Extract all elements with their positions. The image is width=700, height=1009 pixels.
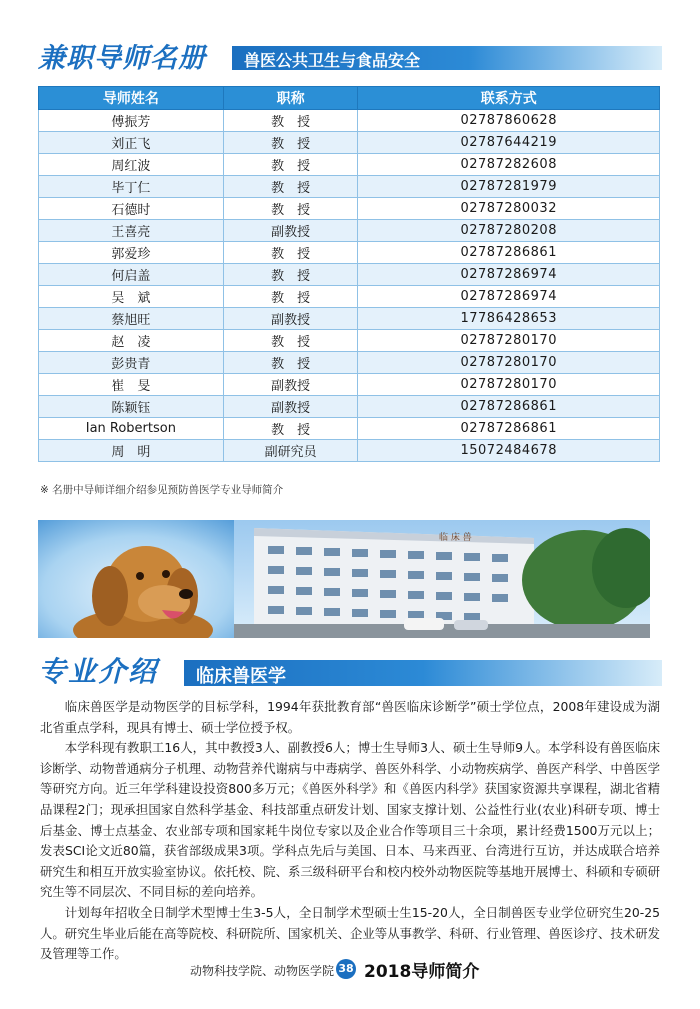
footer-title: 2018导师简介 <box>364 962 480 982</box>
table-row <box>39 330 660 352</box>
mentor-rank: 教 授 <box>223 132 358 154</box>
mentor-name: 何启盖 <box>39 264 224 286</box>
mentor-rank: 教 授 <box>223 110 358 132</box>
table-row <box>39 220 660 242</box>
paragraph-1: 临床兽医学是动物医学的目标学科，1994年获批教育部“兽医临床诊断学”硕士学位点，2008年建设成为湖北省重点学科，现具有博士、硕士学位授予权。 <box>40 699 660 735</box>
page-footer <box>0 957 700 981</box>
mentor-rank: 教 授 <box>223 264 358 286</box>
mentor-phone: 02787280208 <box>358 220 660 242</box>
mentor-rank: 教 授 <box>223 352 358 374</box>
mentor-name: 蔡旭旺 <box>39 308 224 330</box>
paragraph-3: 计划每年招收全日制学术型博士生3-5人，全日制学术型硕士生15-20人，全日制兽医专业学位研究生20-25人。研究生毕业后能在高等院校、科研院所、国家机关、企业等从事教学、科研、行业管理、兽医诊疗、技术研发及管理等工作。 <box>40 904 660 962</box>
page-number: 38 <box>336 959 356 979</box>
mentor-name: 崔 旻 <box>39 374 224 396</box>
table-row <box>39 242 660 264</box>
footer-school: 动物科技学院、动物医学院 <box>190 964 335 978</box>
mentor-phone: 02787644219 <box>358 132 660 154</box>
mentor-name: 王喜亮 <box>39 220 224 242</box>
mentor-phone: 15072484678 <box>358 440 660 462</box>
section-subtitle-bar <box>184 660 662 686</box>
mentor-rank: 教 授 <box>223 242 358 264</box>
mentor-rank: 教 授 <box>223 330 358 352</box>
mentor-name: 刘正飞 <box>39 132 224 154</box>
column-header-title: 职称 <box>223 87 358 110</box>
mentor-phone: 02787280170 <box>358 374 660 396</box>
mentor-name: 傅振芳 <box>39 110 224 132</box>
mentor-rank: 教 授 <box>223 418 358 440</box>
mentor-table <box>38 86 660 462</box>
mentor-name: 郭爱珍 <box>39 242 224 264</box>
building-photo <box>234 520 650 638</box>
table-row <box>39 264 660 286</box>
table-row <box>39 198 660 220</box>
mentor-phone: 02787860628 <box>358 110 660 132</box>
mentor-rank: 教 授 <box>223 198 358 220</box>
table-row <box>39 154 660 176</box>
mentor-name: 周红波 <box>39 154 224 176</box>
mentor-name: 吴 斌 <box>39 286 224 308</box>
mentor-rank: 教 授 <box>223 154 358 176</box>
mentor-name: 周 明 <box>39 440 224 462</box>
mentor-rank: 副教授 <box>223 308 358 330</box>
mentor-phone: 02787286861 <box>358 396 660 418</box>
section-header-intro <box>36 648 662 690</box>
mentor-name: 石德时 <box>39 198 224 220</box>
mentor-name: Ian Robertson <box>39 418 224 440</box>
mentor-phone: 02787282608 <box>358 154 660 176</box>
mentor-name: 陈颖钰 <box>39 396 224 418</box>
section-title: 专业介绍 <box>38 655 159 688</box>
mentor-phone: 02787286974 <box>358 286 660 308</box>
table-header-row <box>39 87 660 110</box>
mentor-rank: 教 授 <box>223 286 358 308</box>
dog-photo <box>48 526 238 638</box>
table-row <box>39 176 660 198</box>
table-row <box>39 286 660 308</box>
section-subtitle: 兽医公共卫生与食品安全 <box>244 51 421 70</box>
mentor-rank: 副教授 <box>223 374 358 396</box>
mentor-rank: 教 授 <box>223 176 358 198</box>
table-row <box>39 418 660 440</box>
mentor-phone: 02787280170 <box>358 352 660 374</box>
mentor-name: 彭贵青 <box>39 352 224 374</box>
mentor-rank: 副教授 <box>223 396 358 418</box>
table-row <box>39 132 660 154</box>
mentor-phone: 02787286861 <box>358 418 660 440</box>
mentor-name: 赵 凌 <box>39 330 224 352</box>
section-subtitle: 临床兽医学 <box>196 666 286 687</box>
mentor-rank: 副教授 <box>223 220 358 242</box>
table-row <box>39 352 660 374</box>
table-row <box>39 308 660 330</box>
table-footnote: ※ 名册中导师详细介绍参见预防兽医学专业导师简介 <box>40 484 284 496</box>
section-header-mentors <box>36 34 662 74</box>
mentor-phone: 02787280170 <box>358 330 660 352</box>
banner-image <box>38 520 650 638</box>
mentor-phone: 02787286974 <box>358 264 660 286</box>
mentor-phone: 02787281979 <box>358 176 660 198</box>
table-row <box>39 374 660 396</box>
table-row <box>39 396 660 418</box>
mentor-phone: 02787280032 <box>358 198 660 220</box>
column-header-contact: 联系方式 <box>358 87 660 110</box>
mentor-phone: 02787286861 <box>358 242 660 264</box>
intro-body <box>40 697 660 965</box>
mentor-phone: 17786428653 <box>358 308 660 330</box>
building-sign: 临 床 兽 <box>439 533 472 543</box>
column-header-name: 导师姓名 <box>39 87 224 110</box>
section-subtitle-bar <box>232 46 662 70</box>
mentor-rank: 副研究员 <box>223 440 358 462</box>
section-title: 兼职导师名册 <box>38 43 206 74</box>
table-row <box>39 440 660 462</box>
table-row <box>39 110 660 132</box>
paragraph-2: 本学科现有教职工16人，其中教授3人、副教授6人；博士生导师3人、硕士生导师9人。本学科设有兽医临床诊断学、动物普通病分子机理、动物营养代谢病与中毒病学、兽医外科学、小动物疾病学、兽医产科学、中兽医学等研究方向。近三年学科建设投资800多万元；《兽医外科学》和《兽医内科学》获国家资源共享课程，湖北省精品课程2门；现承担国家自然科学基金、科技部重点研发计划、国家支撑计划、公益性行业(农业)科研专项、博士后基金、博士点基金、农业部专项和国家耗牛岗位专家以及企业合作等项目三十余项，累计经费1500万元以上；发表SCI论文近80篇，获省部级成果3项。学科点先后与美国、日本、马来西亚、台湾进行互访，并达成联合培养研究生和相互开放实验室协议。依托校、院、系三级科研平台和校内校外动物医院等基地开展博士、科硕和专硕研究生等不同层次、不同目标的差向培养。 <box>40 740 660 900</box>
mentor-name: 毕丁仁 <box>39 176 224 198</box>
